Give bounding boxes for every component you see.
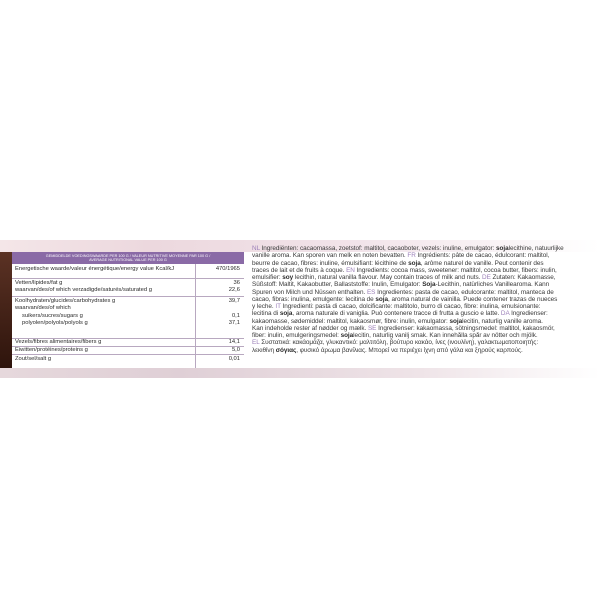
ingredients-segment: Ingrédients: pâte de cacao, édulcorant: maltitol, xyxy=(415,252,550,260)
language-code: EN xyxy=(346,266,355,274)
ingredients-segment: , aroma natural de vainilla. Puede contener trazas de nueces xyxy=(388,295,558,303)
ingredients-segment: cacao, fibras: inulina, emulgente: lecitina de xyxy=(252,295,376,303)
allergen-text: soja xyxy=(495,245,509,252)
row-label: Koolhydraten/glucides/carbohydrates g xyxy=(15,298,116,304)
row-label: polyolen/polyols/polyols g xyxy=(22,320,88,326)
label-strip xyxy=(0,240,600,380)
allergen-text: soja xyxy=(375,295,389,303)
row-value: 14,1 xyxy=(228,339,240,345)
ingredients-line xyxy=(252,289,597,296)
ingredients-segment: y leche. xyxy=(252,303,276,310)
row-value: 37,1 xyxy=(228,320,240,326)
row-label: Vezels/fibres alimentaires/fibers g xyxy=(15,339,102,345)
ingredients-segment: Ingredienti: pasta di cacao, dolcificante: maltitolo, burro di cacao, fibre: inulina, emulsionante: xyxy=(280,303,541,310)
ingredients-segment: traces de lait et de fruits à coque. xyxy=(252,266,347,274)
allergen-text: soja xyxy=(340,332,354,339)
row-label: waarvan/des/of which verzadigde/saturés/saturated g xyxy=(15,287,152,293)
ingredients-segment: lecitin, naturlig vanille aroma. xyxy=(462,317,543,325)
ingredients-segment: lecitin, naturlig vanilj smak. Kan innehålla spår av nötter och mjölk. xyxy=(353,332,538,339)
ingredients-segment: Süßstoff: Maltit, Kakaobutter, Ballaststoffe: Inulin, Emulgator: xyxy=(252,281,423,289)
language-code: EL xyxy=(252,339,260,347)
language-code: ES xyxy=(366,288,376,296)
row-value: 0,01 xyxy=(228,356,240,362)
nutrition-table xyxy=(12,252,244,368)
row-label: Zout/sel/salt g xyxy=(15,356,52,362)
ingredients-line xyxy=(252,281,597,288)
allergen-text: σόγιας xyxy=(275,346,297,354)
ingredients-segment: Ingredients: cocoa mass, sweetener: maltitol, cocoa butter, fibers: inulin, xyxy=(354,266,557,274)
ingredients-line xyxy=(252,347,597,354)
ingredients-segment: beurre de cacao, fibres: inuline, émulsifiant: lécithine de xyxy=(252,259,409,267)
nutrition-table-header xyxy=(12,252,244,264)
row-label: Vetten/lipides/fat g xyxy=(15,280,63,286)
ingredients-segment: -Lecithin, natürliches Vanillearoma. Kann xyxy=(435,281,550,289)
ingredients-line xyxy=(252,339,597,346)
row-label: Energetische waarde/valeur énergétique/energy value Kcal/kJ xyxy=(15,266,175,272)
row-value: 39,7 xyxy=(228,298,240,304)
ingredients-line xyxy=(252,252,597,259)
row-value: 470/1965 xyxy=(215,266,240,272)
language-code: DE xyxy=(482,274,491,281)
language-code: FR xyxy=(407,252,416,260)
ingredients-segment: lecitina di xyxy=(252,310,280,318)
column-divider xyxy=(195,264,196,368)
ingredients-segment: Ingredienser: kakaomassa, sötningsmedel: maltitol, kakaosmör, xyxy=(376,324,555,332)
bottom-pink-stripe xyxy=(0,368,600,378)
row-label: suikers/sucres/sugars g xyxy=(22,313,83,319)
ingredients-segment: Zutaten: Kakaomasse, xyxy=(490,274,556,281)
row-divider xyxy=(12,354,244,355)
ingredients-line xyxy=(252,325,597,332)
row-label: waarvan/des/of which xyxy=(15,305,71,311)
ingredients-segment: Spuren von Milch und Nüssen enthalten. xyxy=(252,288,367,296)
ingredients-segment: λεκιθίνη xyxy=(252,346,276,354)
ingredients-segment: Kan indeholde rester af nødder og mælk. xyxy=(252,324,368,332)
ingredients-line xyxy=(252,332,597,339)
ingredients-segment: Ingredienser: xyxy=(509,310,548,318)
ingredients-segment: lecithine, natuurlijke xyxy=(508,245,564,252)
row-label: Eiwitten/protéines/proteins g xyxy=(15,347,88,353)
ingredients-segment: Συστατικά: κακάομάζα, γλυκαντικό: μαλτιτόλη, βούτυρο κακάο, ίνες (ινουλίνη), γαλακτωματοποιητής: xyxy=(259,339,539,347)
allergen-text: soja xyxy=(408,259,421,267)
ingredients-segment: vanille aroma. Kan sporen van melk en noten bevatten. xyxy=(252,252,408,260)
language-code: IT xyxy=(275,303,281,310)
allergen-text: soja xyxy=(449,317,463,325)
ingredients-segment: lecithin, natural vanilla flavour. May contain traces of milk and nuts. xyxy=(293,274,483,281)
nutrition-header-line-2: AVERAGE NUTRITIONAL VALUE PER 100 G xyxy=(89,258,167,263)
ingredients-line xyxy=(252,310,597,317)
ingredients-line xyxy=(252,318,597,325)
ingredients-segment: emulsifier: xyxy=(252,274,283,281)
ingredients-line xyxy=(252,274,597,281)
nutrition-header-line-1: GEMIDDELDE VOEDINGSWAARDE PER 100 G / VALEUR NUTRITIVE MOYENNE PAR 100 G / xyxy=(45,254,211,258)
allergen-text: soy xyxy=(282,274,294,281)
row-divider xyxy=(12,278,244,279)
ingredients-segment: kakaomasse, sødemiddel: maltitol, kakaosmør, fibre: inulin, emulgator: xyxy=(252,317,450,325)
ingredients-segment: , φυσικό άρωμα βανίλιας. Μπορεί να περιέχει ίχνη από γάλα και ξηρούς καρπούς. xyxy=(296,346,523,354)
ingredients-segment: Ingrediënten: cacaomassa, zoetstof: maltitol, cacaoboter, vezels: inuline, emulgator: xyxy=(259,245,496,252)
ingredients-line xyxy=(252,260,597,267)
row-value: 36 xyxy=(233,280,240,286)
ingredients-line xyxy=(252,267,597,274)
ingredients-line xyxy=(252,303,597,310)
allergen-text: Soja xyxy=(422,281,436,289)
row-value: 5,0 xyxy=(231,347,240,353)
brown-band-left xyxy=(0,252,12,368)
ingredients-text xyxy=(252,245,597,354)
row-value: 22,6 xyxy=(228,287,240,293)
ingredients-line xyxy=(252,245,597,252)
ingredients-segment: Ingredientes: pasta de cacao, edulcorante: maltitol, manteca de xyxy=(375,288,554,296)
row-value: 0,1 xyxy=(231,313,240,319)
ingredients-line xyxy=(252,296,597,303)
language-code: DA xyxy=(500,310,510,318)
ingredients-segment: , arôme naturel de vanille. Peut contenir des xyxy=(420,259,544,267)
language-code: NL xyxy=(252,245,260,252)
allergen-text: soja xyxy=(279,310,293,318)
ingredients-segment: fiber: inulin, emulgeringsmedel: xyxy=(252,332,341,339)
language-code: SE xyxy=(367,324,377,332)
row-divider xyxy=(12,296,244,297)
ingredients-segment: , aroma naturale di vaniglia. Può contenere tracce di frutta a guscio e latte. xyxy=(292,310,501,318)
